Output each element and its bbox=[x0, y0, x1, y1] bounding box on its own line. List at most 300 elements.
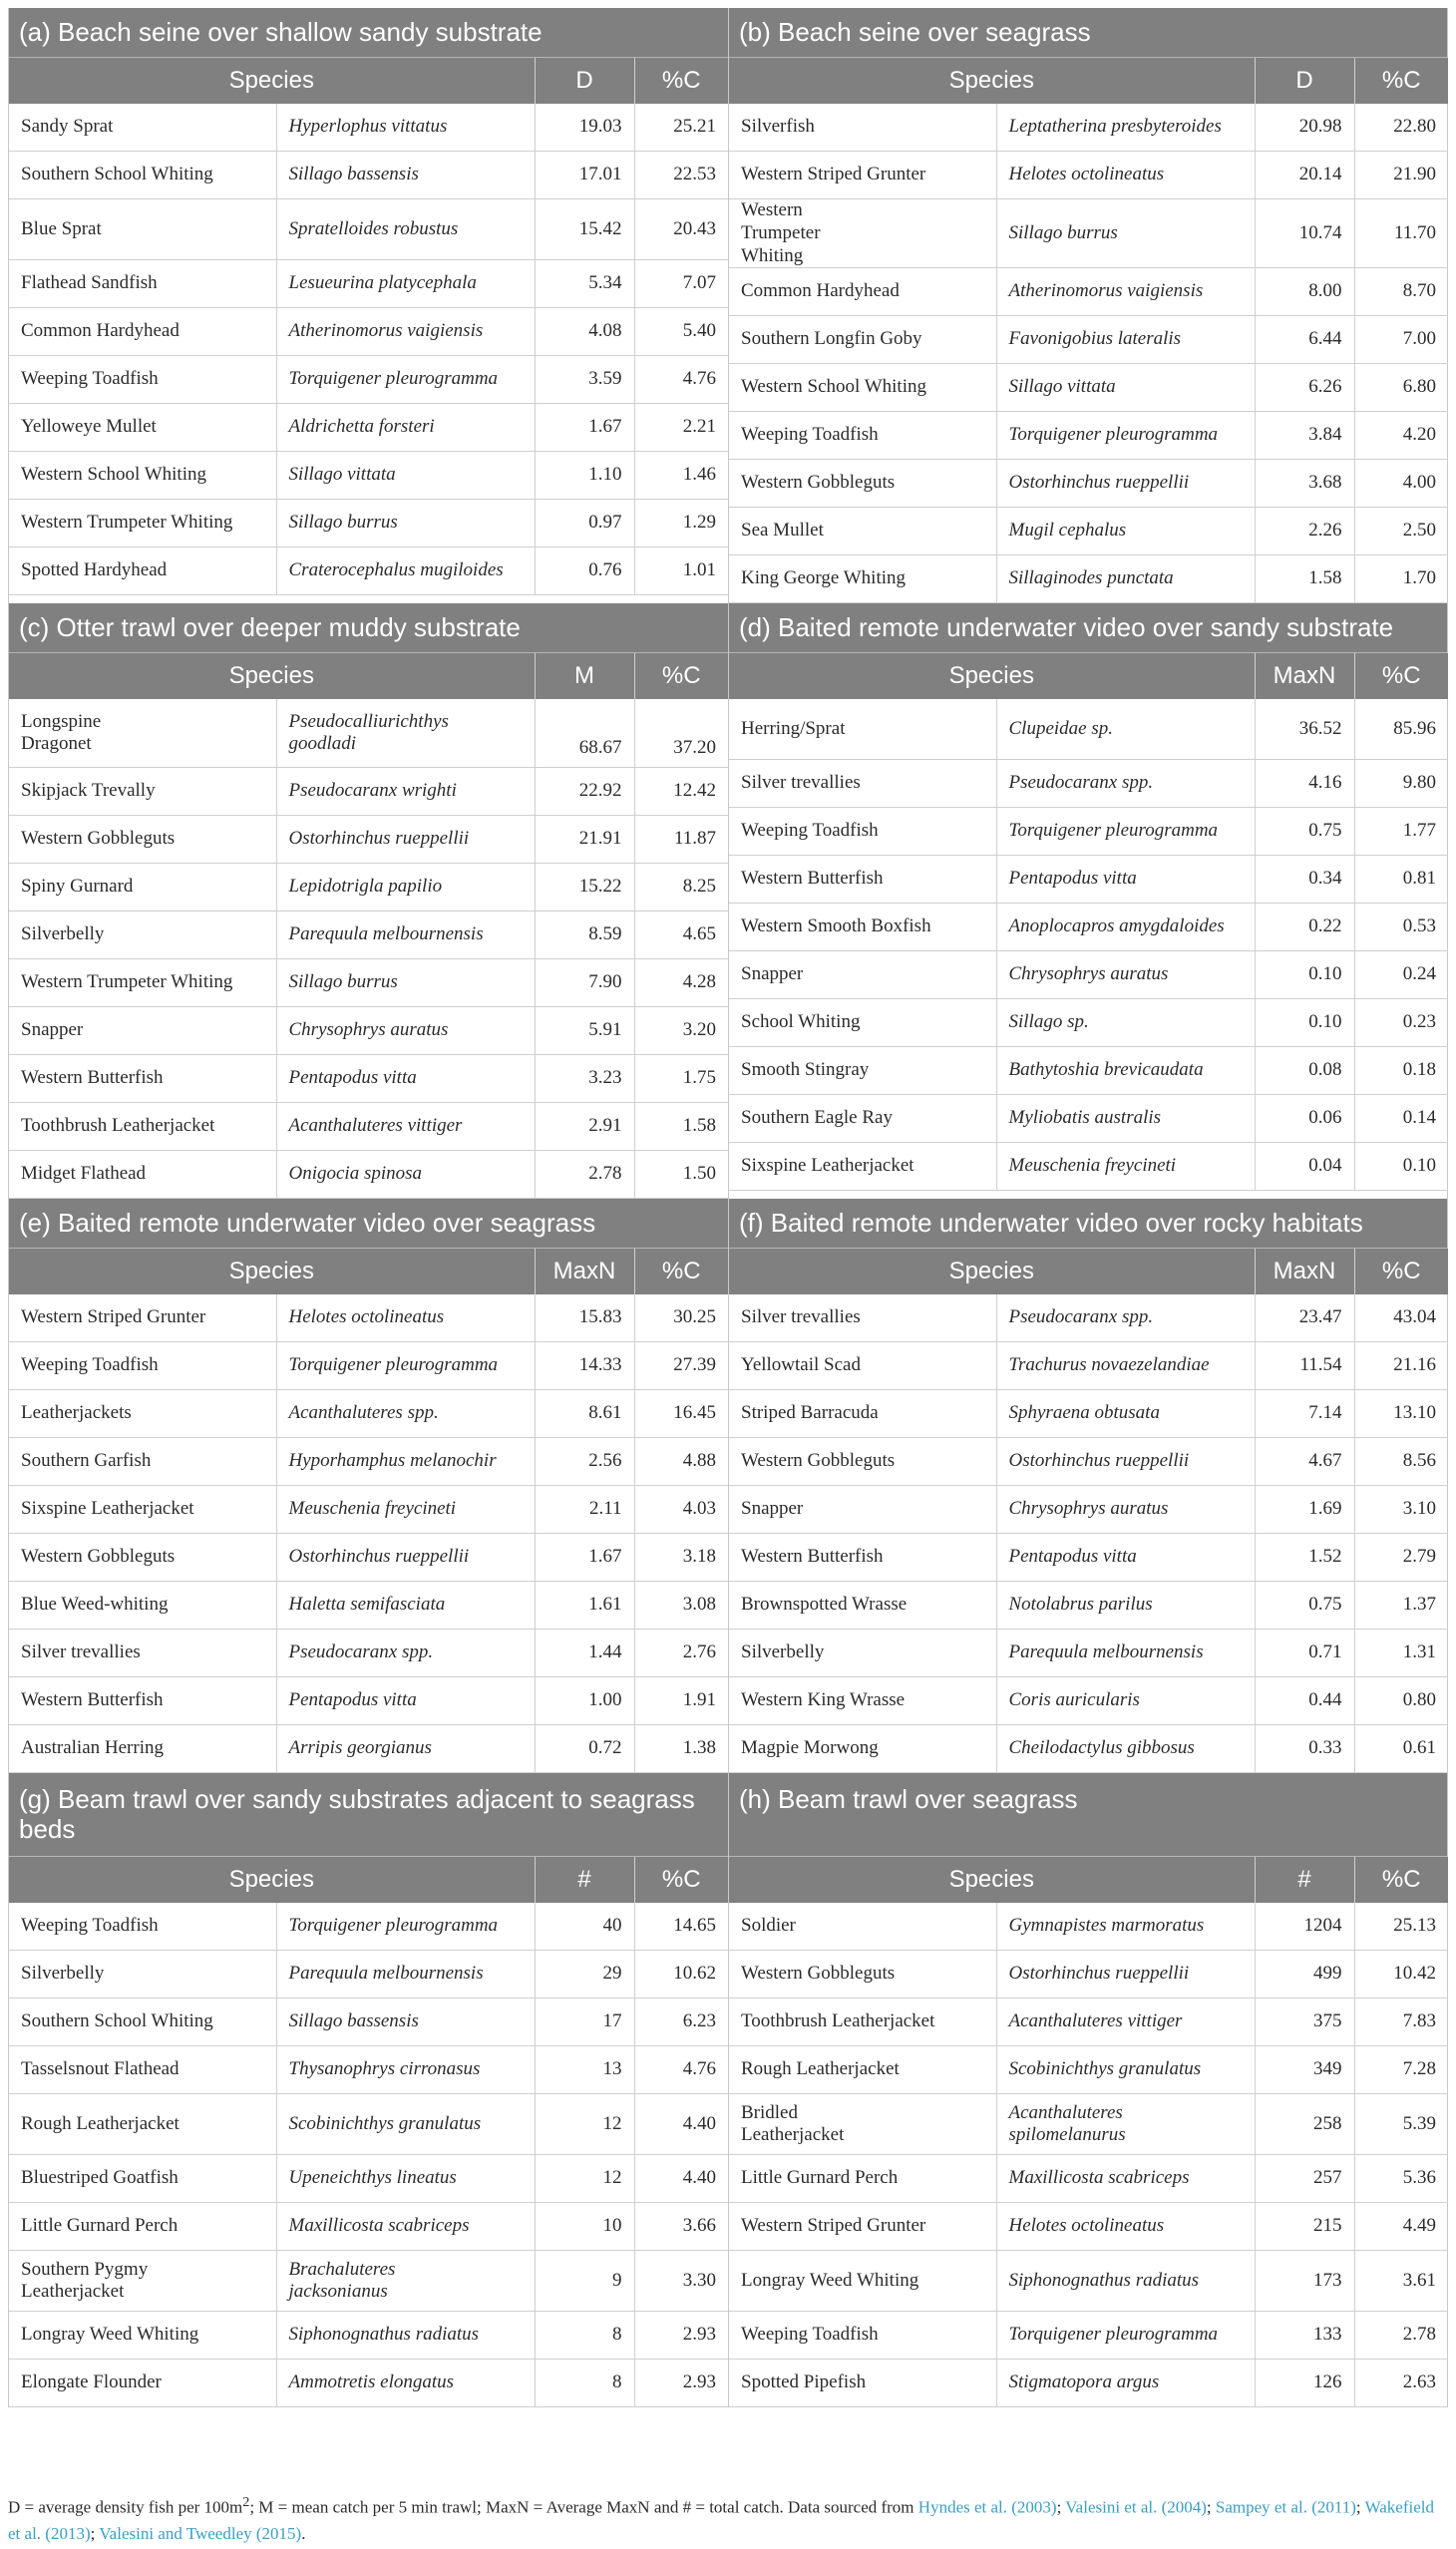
scientific-name-cell: Maxillicosta scabriceps bbox=[276, 2203, 535, 2251]
percent-catch-cell: 7.07 bbox=[634, 260, 728, 308]
table-row bbox=[729, 808, 1448, 856]
table-row bbox=[729, 364, 1448, 412]
metric-value-cell: 375 bbox=[1255, 1999, 1354, 2046]
header-row bbox=[9, 653, 728, 699]
common-name-cell: Longspine Dragonet bbox=[9, 699, 276, 768]
common-name-cell: Bridled Leatherjacket bbox=[729, 2094, 996, 2155]
species-table bbox=[729, 1857, 1448, 2407]
column-header-metric: D bbox=[1255, 58, 1354, 104]
common-name-cell: Sandy Sprat bbox=[9, 104, 276, 152]
panel-row bbox=[9, 1199, 1447, 1773]
percent-catch-cell: 8.25 bbox=[634, 864, 728, 911]
scientific-name-cell: Leptatherina presbyteroides bbox=[996, 104, 1255, 152]
scientific-name-cell: Siphonognathus radiatus bbox=[276, 2312, 535, 2360]
scientific-name-cell: Sillago burrus bbox=[996, 199, 1255, 268]
metric-value-cell: 499 bbox=[1255, 1951, 1354, 1999]
header-row bbox=[729, 58, 1448, 104]
metric-value-cell: 20.14 bbox=[1255, 152, 1354, 199]
metric-value-cell: 1.10 bbox=[535, 452, 634, 500]
metric-value-cell: 2.26 bbox=[1255, 508, 1354, 555]
table-row bbox=[9, 699, 728, 768]
percent-catch-cell: 5.40 bbox=[634, 308, 728, 356]
table-row bbox=[9, 911, 728, 959]
scientific-name-cell: Gymnapistes marmoratus bbox=[996, 1903, 1255, 1951]
percent-catch-cell: 21.90 bbox=[1354, 152, 1448, 199]
metric-value-cell: 5.34 bbox=[535, 260, 634, 308]
common-name-cell: Western Trumpeter Whiting bbox=[9, 500, 276, 547]
scientific-name-cell: Acanthaluteres spilomelanurus bbox=[996, 2094, 1255, 2155]
scientific-name-cell: Pseudocaranx wrighti bbox=[276, 768, 535, 816]
common-name-cell: Southern School Whiting bbox=[9, 152, 276, 199]
table-row bbox=[9, 308, 728, 356]
metric-value-cell: 4.16 bbox=[1255, 760, 1354, 808]
metric-value-cell: 258 bbox=[1255, 2094, 1354, 2155]
header-row bbox=[9, 1249, 728, 1294]
table-row bbox=[9, 2203, 728, 2251]
table-row bbox=[9, 452, 728, 500]
column-header-metric: MaxN bbox=[1255, 1249, 1354, 1294]
metric-value-cell: 0.44 bbox=[1255, 1677, 1354, 1725]
scientific-name-cell: Sillago burrus bbox=[276, 959, 535, 1007]
table-row bbox=[729, 1630, 1448, 1677]
common-name-cell: Silver trevallies bbox=[9, 1630, 276, 1677]
percent-catch-cell: 11.70 bbox=[1354, 199, 1448, 268]
table-row bbox=[729, 699, 1448, 760]
metric-value-cell: 1.67 bbox=[535, 404, 634, 452]
table-row bbox=[9, 500, 728, 547]
column-header-metric: MaxN bbox=[535, 1249, 634, 1294]
table-row bbox=[729, 1903, 1448, 1951]
metric-value-cell: 0.75 bbox=[1255, 1582, 1354, 1630]
scientific-name-cell: Torquigener pleurogramma bbox=[996, 412, 1255, 460]
percent-catch-cell: 2.79 bbox=[1354, 1534, 1448, 1582]
scientific-name-cell: Myliobatis australis bbox=[996, 1095, 1255, 1143]
common-name-cell: Australian Herring bbox=[9, 1725, 276, 1773]
table-row bbox=[9, 356, 728, 404]
common-name-cell: Western Butterfish bbox=[9, 1055, 276, 1103]
scientific-name-cell: Sillago sp. bbox=[996, 999, 1255, 1047]
percent-catch-cell: 1.58 bbox=[634, 1103, 728, 1151]
panel-title: (d) Baited remote underwater video over sandy substrate bbox=[729, 603, 1447, 653]
metric-value-cell: 4.67 bbox=[1255, 1438, 1354, 1486]
common-name-cell: Weeping Toadfish bbox=[9, 1903, 276, 1951]
common-name-cell: Silverfish bbox=[729, 104, 996, 152]
table-row bbox=[729, 2251, 1448, 2312]
metric-value-cell: 2.78 bbox=[535, 1151, 634, 1199]
scientific-name-cell: Ostorhinchus rueppellii bbox=[996, 460, 1255, 508]
panel-a bbox=[9, 8, 728, 603]
metric-value-cell: 12 bbox=[535, 2155, 634, 2203]
percent-catch-cell: 37.20 bbox=[634, 699, 728, 768]
scientific-name-cell: Torquigener pleurogramma bbox=[996, 808, 1255, 856]
citation-link[interactable]: Valesini et al. (2004) bbox=[1065, 2497, 1207, 2517]
percent-catch-cell: 14.65 bbox=[634, 1903, 728, 1951]
metric-value-cell: 40 bbox=[535, 1903, 634, 1951]
percent-catch-cell: 3.08 bbox=[634, 1582, 728, 1630]
percent-catch-cell: 43.04 bbox=[1354, 1294, 1448, 1342]
common-name-cell: Silverbelly bbox=[729, 1630, 996, 1677]
table-row bbox=[729, 2155, 1448, 2203]
percent-catch-cell: 4.49 bbox=[1354, 2203, 1448, 2251]
metric-value-cell: 1.44 bbox=[535, 1630, 634, 1677]
percent-catch-cell: 2.93 bbox=[634, 2312, 728, 2360]
scientific-name-cell: Spratelloides robustus bbox=[276, 199, 535, 260]
common-name-cell: Western Smooth Boxfish bbox=[729, 904, 996, 951]
metric-value-cell: 6.26 bbox=[1255, 364, 1354, 412]
column-header-percent: %C bbox=[634, 1249, 728, 1294]
scientific-name-cell: Siphonognathus radiatus bbox=[996, 2251, 1255, 2312]
scientific-name-cell: Sillago burrus bbox=[276, 500, 535, 547]
common-name-cell: Western Gobbleguts bbox=[729, 1951, 996, 1999]
percent-catch-cell: 0.61 bbox=[1354, 1725, 1448, 1773]
species-table bbox=[729, 653, 1448, 1191]
table-row bbox=[9, 1677, 728, 1725]
table-row bbox=[9, 2312, 728, 2360]
percent-catch-cell: 10.42 bbox=[1354, 1951, 1448, 1999]
percent-catch-cell: 2.21 bbox=[634, 404, 728, 452]
scientific-name-cell: Torquigener pleurogramma bbox=[276, 356, 535, 404]
scientific-name-cell: Maxillicosta scabriceps bbox=[996, 2155, 1255, 2203]
column-header-species: Species bbox=[9, 1857, 535, 1903]
percent-catch-cell: 4.00 bbox=[1354, 460, 1448, 508]
table-row bbox=[729, 1534, 1448, 1582]
percent-catch-cell: 3.61 bbox=[1354, 2251, 1448, 2312]
panel-title: (f) Baited remote underwater video over rocky habitats bbox=[729, 1199, 1447, 1249]
table-row bbox=[729, 1143, 1448, 1191]
scientific-name-cell: Acanthaluteres vittiger bbox=[276, 1103, 535, 1151]
common-name-cell: Yelloweye Mullet bbox=[9, 404, 276, 452]
percent-catch-cell: 4.20 bbox=[1354, 412, 1448, 460]
table-row bbox=[9, 199, 728, 260]
common-name-cell: Spiny Gurnard bbox=[9, 864, 276, 911]
table-grid bbox=[8, 8, 1448, 2407]
scientific-name-cell: Scobinichthys granulatus bbox=[996, 2046, 1255, 2094]
metric-value-cell: 1.52 bbox=[1255, 1534, 1354, 1582]
metric-value-cell: 126 bbox=[1255, 2360, 1354, 2407]
common-name-cell: Southern Eagle Ray bbox=[729, 1095, 996, 1143]
metric-value-cell: 8 bbox=[535, 2360, 634, 2407]
column-header-percent: %C bbox=[1354, 653, 1448, 699]
common-name-cell: Silverbelly bbox=[9, 1951, 276, 1999]
scientific-name-cell: Pseudocaranx spp. bbox=[276, 1630, 535, 1677]
citation-link[interactable]: Hyndes et al. (2003) bbox=[917, 2497, 1057, 2517]
table-row bbox=[729, 1725, 1448, 1773]
percent-catch-cell: 4.40 bbox=[634, 2155, 728, 2203]
metric-value-cell: 3.68 bbox=[1255, 460, 1354, 508]
header-row bbox=[729, 1249, 1448, 1294]
metric-value-cell: 8 bbox=[535, 2312, 634, 2360]
table-row bbox=[729, 268, 1448, 316]
footnote: D = average density fish per $100m^2$; M = mean catch per 5 min trawl; MaxN = Average MaxN and # = total catch. Data sourced from Hyndes et al. (2003); Valesini et al. (2004); Sampey et al. (2011); Wakefield et al. (2013); Valesini and Tweedley (2015). bbox=[8, 2494, 1435, 2543]
table-row bbox=[9, 104, 728, 152]
table-row bbox=[9, 864, 728, 911]
common-name-cell: Western Gobbleguts bbox=[9, 1534, 276, 1582]
metric-value-cell: 11.54 bbox=[1255, 1342, 1354, 1390]
percent-catch-cell: 8.70 bbox=[1354, 268, 1448, 316]
metric-value-cell: 15.83 bbox=[535, 1294, 634, 1342]
metric-value-cell: 0.76 bbox=[535, 547, 634, 595]
scientific-name-cell: Coris auricularis bbox=[996, 1677, 1255, 1725]
common-name-cell: Skipjack Trevally bbox=[9, 768, 276, 816]
table-row bbox=[729, 152, 1448, 199]
column-header-species: Species bbox=[729, 1249, 1255, 1294]
species-table bbox=[9, 58, 728, 595]
table-row bbox=[9, 1007, 728, 1055]
table-row bbox=[9, 2155, 728, 2203]
table-row bbox=[729, 460, 1448, 508]
percent-catch-cell: 20.43 bbox=[634, 199, 728, 260]
percent-catch-cell: 1.50 bbox=[634, 1151, 728, 1199]
metric-value-cell: 0.06 bbox=[1255, 1095, 1354, 1143]
table-row bbox=[9, 1438, 728, 1486]
table-row bbox=[729, 1438, 1448, 1486]
scientific-name-cell: Sillaginodes punctata bbox=[996, 555, 1255, 603]
metric-value-cell: 36.52 bbox=[1255, 699, 1354, 760]
scientific-name-cell: Hyperlophus vittatus bbox=[276, 104, 535, 152]
metric-value-cell: 3.23 bbox=[535, 1055, 634, 1103]
percent-catch-cell: 0.81 bbox=[1354, 856, 1448, 904]
metric-value-cell: 8.59 bbox=[535, 911, 634, 959]
scientific-name-cell: Pseudocaranx spp. bbox=[996, 1294, 1255, 1342]
table-row bbox=[9, 1055, 728, 1103]
table-row bbox=[729, 2312, 1448, 2360]
metric-value-cell: 8.61 bbox=[535, 1390, 634, 1438]
scientific-name-cell: Clupeidae sp. bbox=[996, 699, 1255, 760]
panel-d bbox=[728, 603, 1447, 1199]
scientific-name-cell: Pentapodus vitta bbox=[996, 1534, 1255, 1582]
scientific-name-cell: Trachurus novaezelandiae bbox=[996, 1342, 1255, 1390]
column-header-metric: # bbox=[535, 1857, 634, 1903]
scientific-name-cell: Hyporhamphus melanochir bbox=[276, 1438, 535, 1486]
percent-catch-cell: 2.76 bbox=[634, 1630, 728, 1677]
metric-value-cell: 10 bbox=[535, 2203, 634, 2251]
common-name-cell: Western King Wrasse bbox=[729, 1677, 996, 1725]
percent-catch-cell: 1.01 bbox=[634, 547, 728, 595]
percent-catch-cell: 0.10 bbox=[1354, 1143, 1448, 1191]
table-row bbox=[729, 1294, 1448, 1342]
table-row bbox=[729, 1486, 1448, 1534]
common-name-cell: Southern Pygmy Leatherjacket bbox=[9, 2251, 276, 2312]
percent-catch-cell: 4.03 bbox=[634, 1486, 728, 1534]
scientific-name-cell: Craterocephalus mugiloides bbox=[276, 547, 535, 595]
scientific-name-cell: Ostorhinchus rueppellii bbox=[276, 1534, 535, 1582]
metric-value-cell: 2.11 bbox=[535, 1486, 634, 1534]
footnote-superscript: 2 bbox=[242, 2494, 250, 2510]
common-name-cell: Western Striped Grunter bbox=[729, 2203, 996, 2251]
common-name-cell: Snapper bbox=[9, 1007, 276, 1055]
common-name-cell: Flathead Sandfish bbox=[9, 260, 276, 308]
scientific-name-cell: Stigmatopora argus bbox=[996, 2360, 1255, 2407]
table-row bbox=[9, 1486, 728, 1534]
common-name-cell: Weeping Toadfish bbox=[729, 2312, 996, 2360]
header-row bbox=[9, 1857, 728, 1903]
table-row bbox=[9, 1534, 728, 1582]
metric-value-cell: 3.59 bbox=[535, 356, 634, 404]
table-row bbox=[9, 1582, 728, 1630]
table-row bbox=[729, 104, 1448, 152]
common-name-cell: Weeping Toadfish bbox=[9, 1342, 276, 1390]
common-name-cell: Western Butterfish bbox=[9, 1677, 276, 1725]
common-name-cell: Silver trevallies bbox=[729, 1294, 996, 1342]
column-header-metric: D bbox=[535, 58, 634, 104]
table-row bbox=[729, 508, 1448, 555]
percent-catch-cell: 11.87 bbox=[634, 816, 728, 864]
common-name-cell: Brownspotted Wrasse bbox=[729, 1582, 996, 1630]
scientific-name-cell: Favonigobius lateralis bbox=[996, 316, 1255, 364]
percent-catch-cell: 5.36 bbox=[1354, 2155, 1448, 2203]
metric-value-cell: 173 bbox=[1255, 2251, 1354, 2312]
metric-value-cell: 15.42 bbox=[535, 199, 634, 260]
percent-catch-cell: 1.91 bbox=[634, 1677, 728, 1725]
common-name-cell: Snapper bbox=[729, 1486, 996, 1534]
percent-catch-cell: 25.21 bbox=[634, 104, 728, 152]
table-row bbox=[729, 316, 1448, 364]
common-name-cell: Spotted Hardyhead bbox=[9, 547, 276, 595]
scientific-name-cell: Acanthaluteres spp. bbox=[276, 1390, 535, 1438]
citation-link[interactable]: Wakefield et al. (2013) bbox=[8, 2497, 1435, 2543]
common-name-cell: Common Hardyhead bbox=[729, 268, 996, 316]
common-name-cell: Western Trumpeter Whiting bbox=[729, 199, 996, 268]
table-row bbox=[9, 1151, 728, 1199]
citation-link[interactable]: Valesini and Tweedley (2015) bbox=[99, 2523, 302, 2543]
panel-title: (h) Beam trawl over seagrass bbox=[729, 1773, 1447, 1857]
common-name-cell: Sea Mullet bbox=[729, 508, 996, 555]
scientific-name-cell: Chrysophrys auratus bbox=[996, 1486, 1255, 1534]
column-header-percent: %C bbox=[1354, 1857, 1448, 1903]
panel-f bbox=[728, 1199, 1447, 1773]
table-row bbox=[9, 547, 728, 595]
metric-value-cell: 9 bbox=[535, 2251, 634, 2312]
column-header-species: Species bbox=[9, 653, 535, 699]
table-row bbox=[729, 1047, 1448, 1095]
scientific-name-cell: Parequula melbournensis bbox=[276, 911, 535, 959]
common-name-cell: Western Gobbleguts bbox=[9, 816, 276, 864]
metric-value-cell: 1.00 bbox=[535, 1677, 634, 1725]
table-row bbox=[9, 404, 728, 452]
citation-link[interactable]: Sampey et al. (2011) bbox=[1215, 2497, 1356, 2517]
percent-catch-cell: 9.80 bbox=[1354, 760, 1448, 808]
panel-c bbox=[9, 603, 728, 1199]
percent-catch-cell: 22.53 bbox=[634, 152, 728, 199]
panel-g bbox=[9, 1773, 728, 2407]
table-row bbox=[9, 1951, 728, 1999]
scientific-name-cell: Scobinichthys granulatus bbox=[276, 2094, 535, 2155]
species-table bbox=[729, 58, 1448, 603]
percent-catch-cell: 85.96 bbox=[1354, 699, 1448, 760]
common-name-cell: Western School Whiting bbox=[9, 452, 276, 500]
percent-catch-cell: 0.18 bbox=[1354, 1047, 1448, 1095]
scientific-name-cell: Parequula melbournensis bbox=[276, 1951, 535, 1999]
table-row bbox=[729, 999, 1448, 1047]
common-name-cell: Elongate Flounder bbox=[9, 2360, 276, 2407]
metric-value-cell: 17 bbox=[535, 1999, 634, 2046]
metric-value-cell: 19.03 bbox=[535, 104, 634, 152]
common-name-cell: Smooth Stingray bbox=[729, 1047, 996, 1095]
common-name-cell: Western Striped Grunter bbox=[9, 1294, 276, 1342]
metric-value-cell: 215 bbox=[1255, 2203, 1354, 2251]
scientific-name-cell: Chrysophrys auratus bbox=[996, 951, 1255, 999]
scientific-name-cell: Pseudocalliurichthys goodladi bbox=[276, 699, 535, 768]
percent-catch-cell: 4.76 bbox=[634, 2046, 728, 2094]
metric-value-cell: 10.74 bbox=[1255, 199, 1354, 268]
metric-value-cell: 0.34 bbox=[1255, 856, 1354, 904]
header-row bbox=[9, 58, 728, 104]
common-name-cell: Herring/Sprat bbox=[729, 699, 996, 760]
percent-catch-cell: 0.24 bbox=[1354, 951, 1448, 999]
column-header-species: Species bbox=[729, 653, 1255, 699]
metric-value-cell: 12 bbox=[535, 2094, 634, 2155]
common-name-cell: Yellowtail Scad bbox=[729, 1342, 996, 1390]
percent-catch-cell: 30.25 bbox=[634, 1294, 728, 1342]
percent-catch-cell: 5.39 bbox=[1354, 2094, 1448, 2155]
common-name-cell: Western Butterfish bbox=[729, 1534, 996, 1582]
scientific-name-cell: Meuschenia freycineti bbox=[996, 1143, 1255, 1191]
table-row bbox=[9, 2251, 728, 2312]
table-row bbox=[729, 1582, 1448, 1630]
table-row bbox=[9, 2046, 728, 2094]
metric-value-cell: 2.56 bbox=[535, 1438, 634, 1486]
table-row bbox=[9, 2360, 728, 2407]
common-name-cell: Common Hardyhead bbox=[9, 308, 276, 356]
percent-catch-cell: 1.37 bbox=[1354, 1582, 1448, 1630]
common-name-cell: Sixspine Leatherjacket bbox=[9, 1486, 276, 1534]
panel-e bbox=[9, 1199, 728, 1773]
table-row bbox=[9, 260, 728, 308]
panel-h bbox=[728, 1773, 1447, 2407]
percent-catch-cell: 2.93 bbox=[634, 2360, 728, 2407]
scientific-name-cell: Sillago bassensis bbox=[276, 1999, 535, 2046]
percent-catch-cell: 0.80 bbox=[1354, 1677, 1448, 1725]
common-name-cell: Western Gobbleguts bbox=[729, 460, 996, 508]
common-name-cell: Sixspine Leatherjacket bbox=[729, 1143, 996, 1191]
scientific-name-cell: Bathytoshia brevicaudata bbox=[996, 1047, 1255, 1095]
common-name-cell: Blue Weed-whiting bbox=[9, 1582, 276, 1630]
percent-catch-cell: 1.38 bbox=[634, 1725, 728, 1773]
scientific-name-cell: Upeneichthys lineatus bbox=[276, 2155, 535, 2203]
common-name-cell: Snapper bbox=[729, 951, 996, 999]
common-name-cell: Western Butterfish bbox=[729, 856, 996, 904]
percent-catch-cell: 1.46 bbox=[634, 452, 728, 500]
scientific-name-cell: Acanthaluteres vittiger bbox=[996, 1999, 1255, 2046]
table-row bbox=[729, 555, 1448, 603]
species-table bbox=[9, 1249, 728, 1773]
percent-catch-cell: 25.13 bbox=[1354, 1903, 1448, 1951]
percent-catch-cell: 1.77 bbox=[1354, 808, 1448, 856]
table-row bbox=[9, 1999, 728, 2046]
common-name-cell: Bluestriped Goatfish bbox=[9, 2155, 276, 2203]
scientific-name-cell: Pentapodus vitta bbox=[276, 1055, 535, 1103]
percent-catch-cell: 6.80 bbox=[1354, 364, 1448, 412]
metric-value-cell: 13 bbox=[535, 2046, 634, 2094]
metric-value-cell: 68.67 bbox=[535, 699, 634, 768]
percent-catch-cell: 0.23 bbox=[1354, 999, 1448, 1047]
scientific-name-cell: Haletta semifasciata bbox=[276, 1582, 535, 1630]
metric-value-cell: 20.98 bbox=[1255, 104, 1354, 152]
metric-value-cell: 1.67 bbox=[535, 1534, 634, 1582]
metric-value-cell: 23.47 bbox=[1255, 1294, 1354, 1342]
common-name-cell: Weeping Toadfish bbox=[729, 808, 996, 856]
common-name-cell: Longray Weed Whiting bbox=[9, 2312, 276, 2360]
common-name-cell: Silverbelly bbox=[9, 911, 276, 959]
metric-value-cell: 29 bbox=[535, 1951, 634, 1999]
percent-catch-cell: 4.40 bbox=[634, 2094, 728, 2155]
scientific-name-cell: Sillago bassensis bbox=[276, 152, 535, 199]
percent-catch-cell: 1.75 bbox=[634, 1055, 728, 1103]
scientific-name-cell: Ammotretis elongatus bbox=[276, 2360, 535, 2407]
common-name-cell: Toothbrush Leatherjacket bbox=[9, 1103, 276, 1151]
panel-title: (e) Baited remote underwater video over seagrass bbox=[9, 1199, 728, 1249]
scientific-name-cell: Torquigener pleurogramma bbox=[276, 1903, 535, 1951]
